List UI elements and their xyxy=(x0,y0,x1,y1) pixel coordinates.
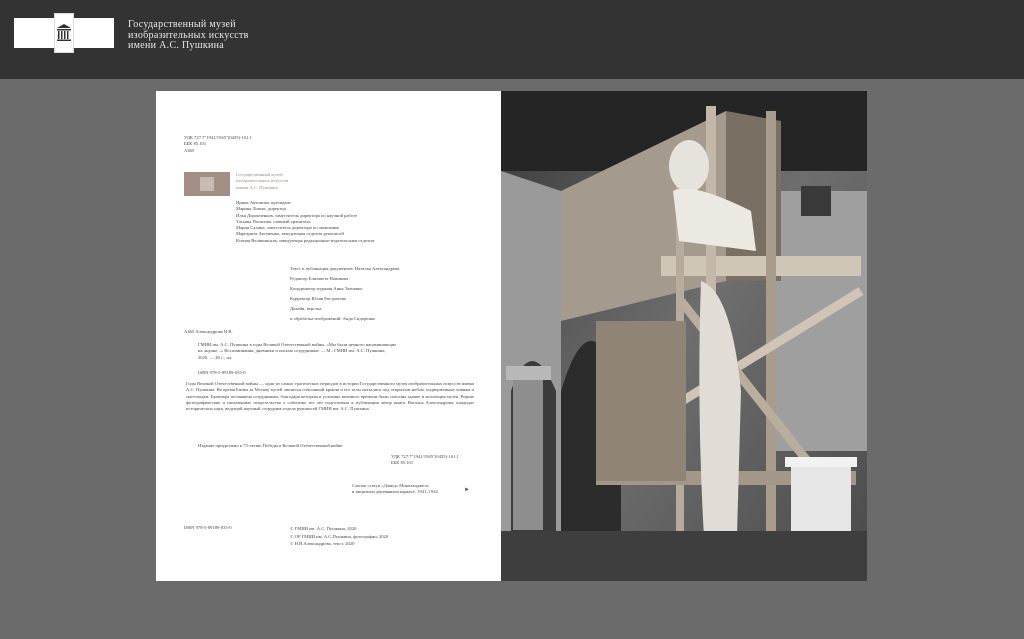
copyright-list: © ГМИИ им. А.С. Пушкина, 2020 © ОР ГМИИ им. А.С.Пушкина, фотографии, 2020 © Н.В.Александрова, текст, 2020 xyxy=(290,526,389,546)
david-statue-photo xyxy=(501,91,867,581)
page-museum-name: Государственный музей изобразительных искусств имени А.С. Пушкина xyxy=(236,172,289,190)
photo-caption: Слепок статуи «Давид» Микеланджело в защитном деревянном каркасе. 1941–1944 xyxy=(352,483,438,495)
museum-colonnade-icon xyxy=(200,177,214,191)
museum-logo[interactable] xyxy=(14,18,114,48)
dedication: Издание приурочено к 75-летию Победы в Великой Отечественной войне. xyxy=(198,443,344,448)
isbn-bottom: ISBN 978-5-89189-035-0 xyxy=(184,525,232,530)
staff-list: Ирина Антонова, президент Марина Лошак, директор Илья Доронченков, заместитель директора по научной работе Татьяна Потапова, главный хранитель Мария Салина, заместитель директора по экономике Маргарита Аксененко, заведующая отделом рукописей Ксения Великинская, заведующая редакционно-издательским отделом xyxy=(236,200,375,243)
isbn-line: ISBN 978-5-89189-035-0 xyxy=(198,370,246,375)
udk-block-bottom: УДК 727.7"1941/1945"(0435)-161.1 ББК 85.101 xyxy=(391,454,459,466)
museum-colonnade-icon xyxy=(54,13,74,53)
abstract-paragraph: Годы Великой Отечественной войны — одни из самых трагических периодов в истории Государственного музея изобразительных искусств имени А.С. Пушкина. Во время Битвы за Москву музей лишился стеклянной крыши и его залы оказались под открытым небом, подверженные ливням и снегопадам. Брошюра посвящена сотрудникам, благодаря которым в условиях военного времени были спасены здание и коллекция музея. Редкие фотографические и письменные свидетельства о событиях тех лет подготовила к публикации автор книги Наталья Александрова, кандидат исторических наук, ведущий научный сотрудник отдела рукописей ГМИИ им. А.С. Пушкина. xyxy=(186,381,474,412)
credits-list: Текст и публикация документов: Наталья Александрова Редактор Елизавета Новикова Координатор издания Анна Ткаченко Корректор Юлия Евстратова Дизайн, верстка и обработка изображений: Анда Сидоренко xyxy=(290,266,400,321)
caption-arrow-icon: ► xyxy=(464,487,470,493)
author-line: А465 Александрова Н.В. xyxy=(184,329,233,334)
title-lines: ГМИИ им. А.С. Пушкина в годы Великой Отечественной войны. «Мы были немного напоминающие на льдине...» Воспоминания, дневники и письма сотрудников. — М.: ГМИИ им. А.С. Пушкина, 2020. — 48 с., ил. xyxy=(198,342,397,360)
udk-block-top: УДК 727.7"1941/1945"(0435)-161.1 ББК 85.101 А465 xyxy=(184,135,252,153)
museum-name[interactable]: Государственный музей изобразительных искусств имени А.С. Пушкина xyxy=(128,19,249,51)
site-header xyxy=(0,0,1024,79)
page-museum-logo xyxy=(184,172,230,196)
document-page xyxy=(156,91,501,581)
